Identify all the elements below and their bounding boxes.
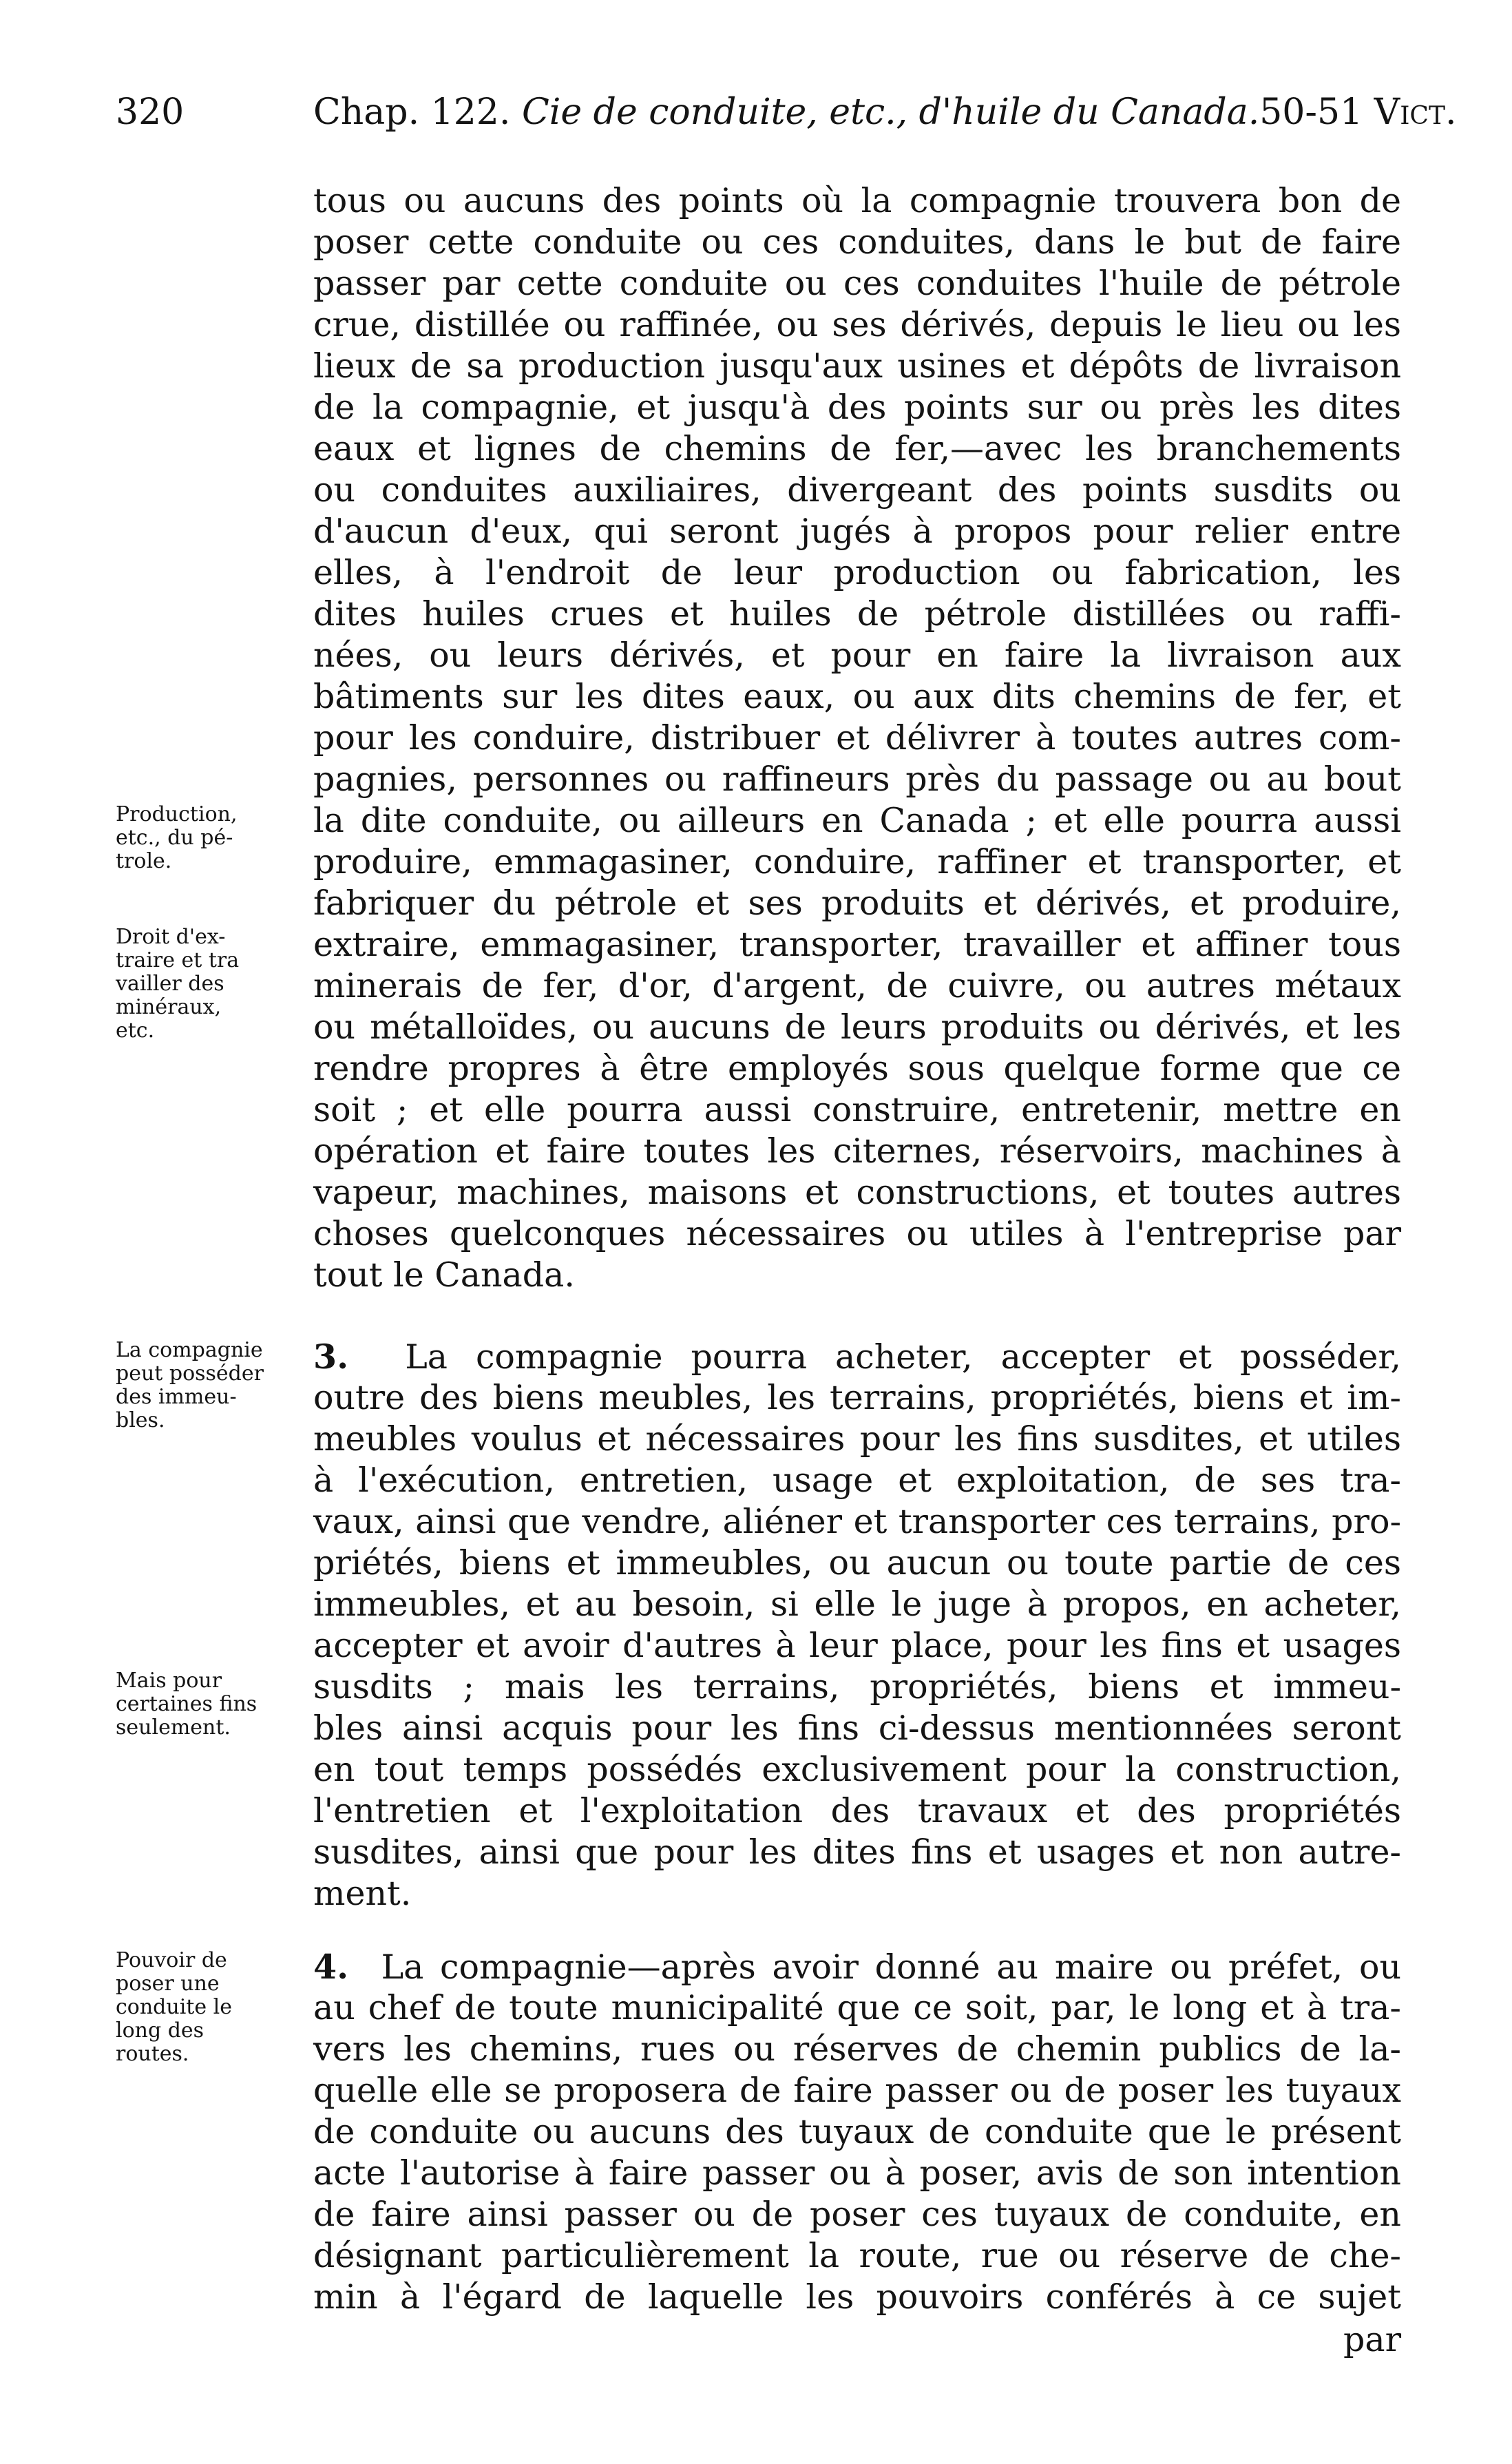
chapter-label: Chap. 122. [313, 92, 511, 133]
running-head [0, 88, 1512, 136]
body-line: pagnies, personnes ou raffineurs près du passage ou au bout [313, 760, 1401, 799]
body-line: désignant particulièrement la route, rue ou réserve de che- [313, 2236, 1401, 2275]
sidenote-mineraux: Droit d'ex- traire et tra vailler des minéraux, etc. [116, 925, 240, 1043]
sidenote-fins: Mais pour certaines fins seulement. [116, 1669, 258, 1740]
body-line: nées, ou leurs dérivés, et pour en faire la livraison aux [313, 636, 1401, 675]
body-line: elles, à l'endroit de leur production ou fabrication, les [313, 553, 1401, 592]
body-line: priétés, biens et immeubles, ou aucun ou toute partie de ces [313, 1543, 1401, 1583]
body-line: minerais de fer, d'or, d'argent, de cuivre, ou autres métaux [313, 966, 1401, 1005]
body-line: soit ; et elle pourra aussi construire, entretenir, mettre en [313, 1090, 1401, 1129]
body-line: bâtiments sur les dites eaux, ou aux dits chemins de fer, et [313, 677, 1401, 716]
body-line: fabriquer du pétrole et ses produits et dérivés, et produire, [313, 884, 1401, 923]
body-line: bles ainsi acquis pour les fins ci-dessus mentionnées seront [313, 1709, 1401, 1748]
body-line: ou conduites auxiliaires, divergeant des points susdits ou [313, 470, 1401, 510]
body-line: poser cette conduite ou ces conduites, dans le but de faire [313, 222, 1401, 262]
body-line: immeubles, et au besoin, si elle le juge à propos, en acheter, [313, 1585, 1401, 1624]
body-line: vaux, ainsi que vendre, aliéner et transporter ces terrains, pro- [313, 1502, 1401, 1541]
section-4-first-line [313, 1946, 1401, 1987]
body-line: susdites, ainsi que pour les dites fins et usages et non autre- [313, 1833, 1401, 1872]
body-line: produire, emmagasiner, conduire, raffiner et transporter, et [313, 842, 1401, 881]
body-line: de conduite ou aucuns des tuyaux de conduite que le présent [313, 2112, 1401, 2151]
body-line: La compagnie—après avoir donné au maire ou préfet, ou [381, 1948, 1402, 1987]
body-line: tous ou aucuns des points où la compagnie trouvera bon de [313, 181, 1401, 220]
body-line: passer par cette conduite ou ces conduites l'huile de pétrole [313, 264, 1401, 303]
body-line: d'aucun d'eux, qui seront jugés à propos pour relier entre [313, 512, 1401, 551]
body-line: meubles voulus et nécessaires pour les fins susdites, et utiles [313, 1419, 1401, 1459]
body-line: lieux de sa production jusqu'aux usines et dépôts de livraison [313, 346, 1401, 386]
body-line: dites huiles crues et huiles de pétrole distillées ou raffi- [313, 594, 1401, 634]
body-line: à l'exécution, entretien, usage et exploitation, de ses tra- [313, 1461, 1401, 1500]
body-line: acte l'autorise à faire passer ou à poser, avis de son intention [313, 2153, 1401, 2193]
body-line: extraire, emmagasiner, transporter, travailler et affiner tous [313, 925, 1401, 964]
body-line: ment. [313, 1874, 412, 1913]
act-title: Cie de conduite, etc., d'huile du Canada. [521, 92, 1260, 133]
body-line: susdits ; mais les terrains, propriétés, biens et immeu- [313, 1667, 1401, 1706]
sidenote-production: Production, etc., du pé- trole. [116, 802, 238, 873]
section-number: 3. [313, 1337, 349, 1377]
body-line: pour les conduire, distribuer et délivrer à toutes autres com- [313, 718, 1401, 758]
body-line: quelle elle se proposera de faire passer ou de poser les tuyaux [313, 2071, 1401, 2110]
sidenote-immeubles: La compagnie peut posséder des immeu- bles. [116, 1338, 264, 1432]
body-line: La compagnie pourra acheter, accepter et posséder, [405, 1337, 1401, 1377]
body-line: opération et faire toutes les citernes, réservoirs, machines à [313, 1131, 1401, 1171]
regnal-word: Vict. [1374, 92, 1457, 133]
body-line: rendre propres à être employés sous quelque forme que ce [313, 1049, 1401, 1088]
body-line: vapeur, machines, maisons et constructions, et toutes autres [313, 1173, 1401, 1212]
body-line: eaux et lignes de chemins de fer,—avec les branchements [313, 429, 1401, 468]
body-line: ou métalloïdes, ou aucuns de leurs produits ou dérivés, et les [313, 1007, 1401, 1047]
body-line: vers les chemins, rues ou réserves de chemin publics de la- [313, 2029, 1401, 2069]
body-line: min à l'égard de laquelle les pouvoirs conférés à ce sujet [313, 2277, 1401, 2317]
section-number: 4. [313, 1947, 349, 1987]
sidenote-routes: Pouvoir de poser une conduite le long des routes. [116, 1948, 232, 2066]
body-line: la dite conduite, ou ailleurs en Canada ; et elle pourra aussi [313, 801, 1401, 840]
regnal-year: 50-51 [1259, 92, 1363, 133]
page-number: 320 [116, 92, 185, 133]
body-line: de faire ainsi passer ou de poser ces tuyaux de conduite, en [313, 2195, 1401, 2234]
body-line: crue, distillée ou raffinée, ou ses dérivés, depuis le lieu ou les [313, 305, 1401, 344]
body-line: de la compagnie, et jusqu'à des points sur ou près les dites [313, 388, 1401, 427]
body-line: au chef de toute municipalité que ce soit, par, le long et à tra- [313, 1988, 1401, 2027]
body-line: accepter et avoir d'autres à leur place, pour les fins et usages [313, 1626, 1401, 1665]
body-line: choses quelconques nécessaires ou utiles à l'entreprise par [313, 1214, 1401, 1253]
catchword: par [1343, 2320, 1401, 2359]
running-title [313, 88, 1457, 136]
body-line: l'entretien et l'exploitation des travaux et des propriétés [313, 1791, 1401, 1830]
body-line: tout le Canada. [313, 1255, 575, 1295]
section-3-first-line [313, 1336, 1401, 1377]
body-line: outre des biens meubles, les terrains, propriétés, biens et im- [313, 1378, 1401, 1417]
body-line: en tout temps possédés exclusivement pour la construction, [313, 1750, 1401, 1789]
